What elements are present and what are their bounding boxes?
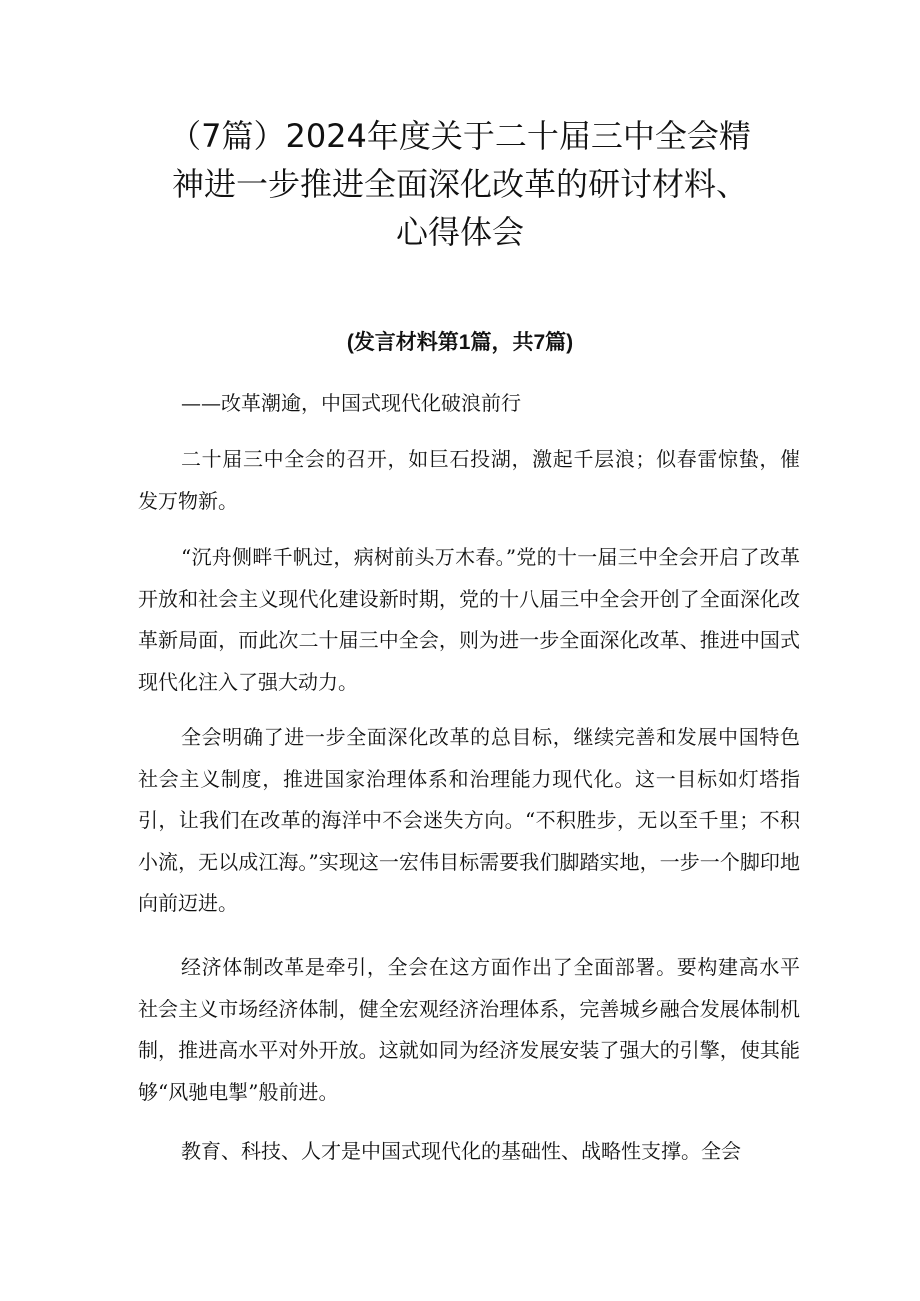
paragraph: 经济体制改革是牵引，全会在这方面作出了全面部署。要构建高水平社会主义市场经济体制，健全宏观经济治理体系，完善城乡融合发展体制机制，推进高水平对外开放。这就如同为经济发展安装了强大的引擎，使其能够“风驰电掣”般前进。: [138, 955, 800, 1104]
title-line-1: （7篇）2024年度关于二十届三中全会精: [169, 117, 751, 155]
lead-line: ——改革潮逾，中国式现代化破浪前行: [181, 391, 521, 415]
paragraph: 二十届三中全会的召开，如巨石投湖，激起千层浪；似春雷惊蛰，催发万物新。: [138, 447, 800, 513]
title-line-2: 神进一步推进全面深化改革的研讨材料、: [171, 165, 748, 203]
paragraph: 全会明确了进一步全面深化改革的总目标，继续完善和发展中国特色社会主义制度，推进国家治理体系和治理能力现代化。这一目标如灯塔指引，让我们在改革的海洋中不会迷失方向。“不积胜步，无以至千里；不积小流，无以成江海。”实现这一宏伟目标需要我们脚踏实地，一步一个脚印地向前迈进。: [138, 725, 800, 916]
title-line-3: 心得体会: [395, 213, 524, 251]
paragraph: 教育、科技、人才是中国式现代化的基础性、战略性支撑。全会: [181, 1139, 741, 1163]
document-subtitle: (发言材料第1篇，共7篇): [346, 331, 574, 354]
paragraph: “沉舟侧畔千帆过，病树前头万木春。”党的十一届三中全会开启了改革开放和社会主义现代化建设新时期，党的十八届三中全会开创了全面深化改革新局面，而此次二十届三中全会，则为进一步全面深化改革、推进中国式现代化注入了强大动力。: [138, 545, 800, 694]
document-title: [130, 112, 790, 256]
